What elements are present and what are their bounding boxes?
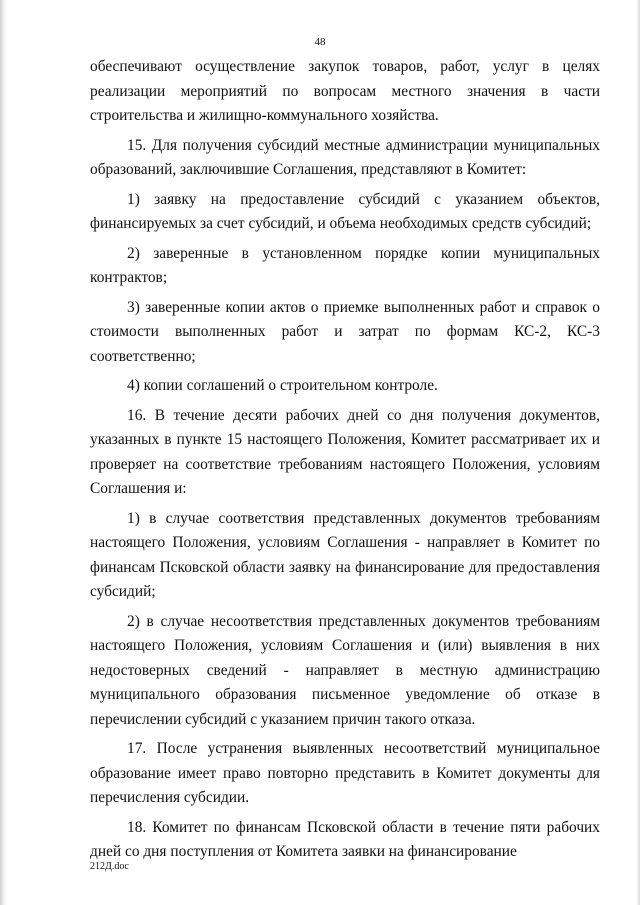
paragraph-item-18: 18. Комитет по финансам Псковской области в течение пяти рабочих дней со дня поступления от Комитета заявки на финансирование: [90, 818, 600, 860]
page-number: 48: [314, 36, 326, 48]
paragraph-item-15-2: 2) заверенные в установленном порядке копии муниципальных контрактов;: [90, 244, 600, 286]
paragraph-item-16-1: 1) в случае соответствия представленных документов требованиям настоящего Положения, условиям Соглашения - направляет в Комитет по финансам Псковской области заявку на финансирование для предоставления субсидий;: [90, 509, 600, 600]
scan-edge-right: [636, 0, 640, 905]
document-body: [90, 55, 600, 870]
paragraph-item-15: 15. Для получения субсидий местные администрации муниципальных образований, заключившие Соглашения, представляют в Комитет:: [90, 136, 600, 178]
scan-edge-left: [0, 0, 7, 905]
paragraph-item-16: 16. В течение десяти рабочих дней со дня получения документов, указанных в пункте 15 настоящего Положения, Комитет рассматривает их и проверяет на соответствие требованиям настоящего Положения, условиям Соглашения и:: [90, 406, 600, 497]
paragraph-item-17: 17. После устранения выявленных несоответствий муниципальное образование имеет право повторно представить в Комитет документы для перечисления субсидии.: [90, 740, 600, 806]
paragraph-continuation: обеспечивают осуществление закупок товаров, работ, услуг в целях реализации мероприятий по вопросам местного значения в части строительства и жилищно-коммунального хозяйства.: [90, 58, 600, 124]
paragraph-item-15-3: 3) заверенные копии актов о приемке выполненных работ и справок о стоимости выполненных работ и затрат по формам КС-2, КС-3 соответственно;: [90, 298, 600, 365]
paragraph-item-15-1: 1) заявку на предоставление субсидий с указанием объектов, финансируемых за счет субсидий, и объема необходимых средств субсидий;: [90, 190, 600, 232]
footer-filename: 212Д.doc: [90, 861, 129, 872]
paragraph-item-15-4: 4) копии соглашений о строительном контроле.: [127, 377, 438, 394]
paragraph-item-16-2: 2) в случае несоответствия представленных документов требованиям настоящего Положения, условиям Соглашения и (или) выявления в них недостоверных сведений - направляет в местную администрацию муниципального образования письменное уведомление об отказе в перечислении субсидий с указанием причин такого отказа.: [90, 612, 600, 728]
